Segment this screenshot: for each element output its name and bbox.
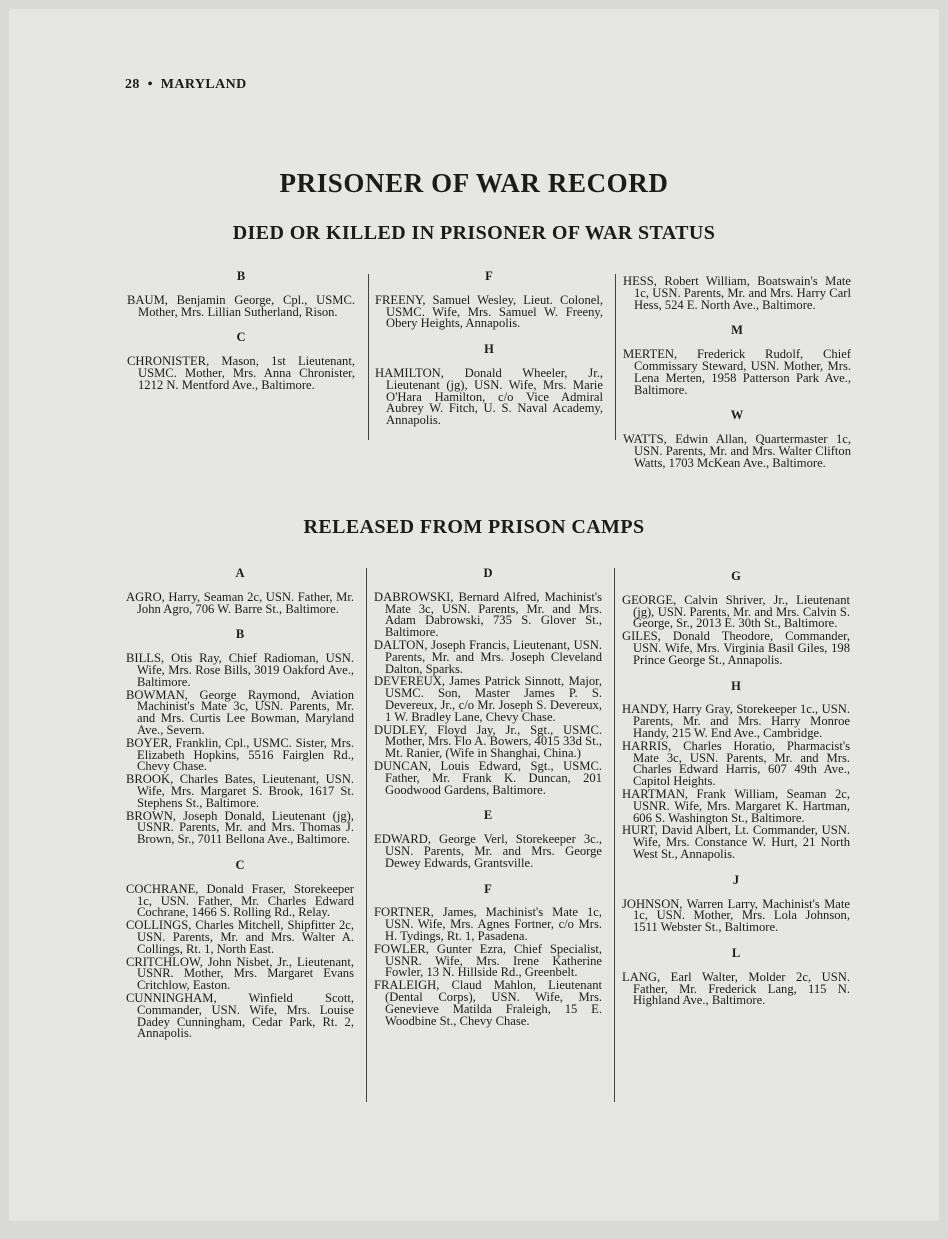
- section-letter: F: [485, 269, 493, 283]
- record-entry: FREENY, Samuel Wesley, Lieut. Colonel, USMC. Wife, Mrs. Samuel W. Freeny, Obery Heights, Annapolis.: [375, 292, 603, 331]
- record-entry: WATTS, Edwin Allan, Quartermaster 1c, USN. Parents, Mr. and Mrs. Walter Clifton Watts, 1703 McKean Ave., Baltimore.: [623, 432, 851, 470]
- record-entry: HARTMAN, Frank William, Seaman 2c, USNR. Wife, Mrs. Margaret K. Hartman, 606 S. Washington St., Baltimore.: [622, 786, 850, 825]
- record-entry: COLLINGS, Charles Mitchell, Shipfitter 2c, USN. Parents, Mr. and Mrs. Walter A. Collings, Rt. 1, North East.: [126, 918, 354, 956]
- state-name: MARYLAND: [160, 77, 247, 92]
- record-entry: HESS, Robert William, Boatswain's Mate 1c, USN. Parents, Mr. and Mrs. Harry Carl Hess, 524 E. North Ave., Baltimore.: [623, 274, 851, 312]
- record-entry: DUDLEY, Floyd Jay, Jr., Sgt., USMC. Mother, Mrs. Flo A. Bowers, 4015 33d St., Mt. Ranier, (Wife in Shanghai, China.): [374, 722, 602, 761]
- record-entry: DEVEREUX, James Patrick Sinnott, Major, USMC. Son, Master James P. S. Devereux, Jr., c/o Mr. Joseph S. Devereux, 1 W. Bradley Lane, Chevy Chase.: [374, 674, 602, 724]
- released-column-2: [374, 568, 602, 1028]
- record-entry: CHRONISTER, Mason, 1st Lieutenant, USMC. Mother, Mrs. Anna Chronister, 1212 N. Mentford Ave., Baltimore.: [127, 354, 355, 392]
- released-heading: RELEASED FROM PRISON CAMPS: [303, 516, 645, 538]
- died-column-3: [623, 276, 851, 471]
- record-entry: BAUM, Benjamin George, Cpl., USMC. Mother, Mrs. Lillian Sutherland, Rison.: [127, 292, 355, 319]
- record-entry: CUNNINGHAM, Winfield Scott, Commander, USN. Wife, Mrs. Louise Dadey Cunningham, Cedar Park, Rt. 2, Annapolis.: [126, 990, 354, 1041]
- record-entry: BROOK, Charles Bates, Lieutenant, USN. Wife, Mrs. Margaret S. Brook, 1617 St. Stephens St., Baltimore.: [126, 772, 354, 810]
- section-letter: G: [731, 569, 741, 583]
- record-entry: CRITCHLOW, John Nisbet, Jr., Lieutenant, USNR. Mother, Mrs. Margaret Evans Critchlow, Easton.: [126, 954, 354, 993]
- died-heading: DIED OR KILLED IN PRISONER OF WAR STATUS: [232, 222, 716, 244]
- record-entry: FRALEIGH, Claud Mahlon, Lieutenant (Dental Corps), USN. Wife, Mrs. Genevieve Matilda Fraleigh, 15 E. Woodbine St., Chevy Chase.: [374, 978, 602, 1028]
- record-entry: HANDY, Harry Gray, Storekeeper 1c., USN. Parents, Mr. and Mrs. Harry Monroe Handy, 215 W. End Ave., Cambridge.: [622, 702, 850, 740]
- record-entry: HURT, David Albert, Lt. Commander, USN. Wife, Mrs. Constance W. Hurt, 21 North West St., Annapolis.: [622, 823, 850, 861]
- section-letter: F: [484, 881, 492, 896]
- record-entry: LANG, Earl Walter, Molder 2c, USN. Father, Mr. Frederick Lang, 115 N. Highland Ave., Baltimore.: [622, 969, 850, 1008]
- record-entry: DALTON, Joseph Francis, Lieutenant, USN. Parents, Mr. and Mrs. Joseph Cleveland Dalton, Sparks.: [374, 637, 602, 676]
- column-divider: [366, 568, 367, 1102]
- section-letter: E: [483, 808, 493, 823]
- record-entry: BOWMAN, George Raymond, Aviation Machinist's Mate 3c, USN. Parents, Mr. and Mrs. Curtis Lee Bowman, Maryland Ave., Severn.: [126, 687, 354, 737]
- section-letter: C: [236, 330, 246, 345]
- page-title: PRISONER OF WAR RECORD: [279, 168, 669, 198]
- record-entry: GEORGE, Calvin Shriver, Jr., Lieutenant (jg), USN. Parents, Mr. and Mrs. Calvin S. George, Sr., 2013 E. 30th St., Baltimore.: [622, 592, 850, 631]
- released-column-3: [622, 571, 850, 1008]
- record-entry: HARRIS, Charles Horatio, Pharmacist's Mate 3c, USN. Parents, Mr. and Mrs. Charles Edward Harris, 607 49th Ave., Capitol Heights.: [622, 738, 850, 789]
- column-divider: [614, 568, 615, 1102]
- page-number: 28: [125, 77, 140, 92]
- died-column-1: [127, 271, 355, 393]
- record-entry: BROWN, Joseph Donald, Lieutenant (jg), USNR. Parents, Mr. and Mrs. Thomas J. Brown, Sr., 7011 Bellona Ave., Baltimore.: [126, 808, 354, 847]
- record-entry: DUNCAN, Louis Edward, Sgt., USMC. Father, Mr. Frank K. Duncan, 201 Goodwood Gardens, Baltimore.: [374, 758, 602, 797]
- section-letter: H: [484, 342, 494, 357]
- column-divider: [615, 274, 616, 440]
- section-letter: D: [483, 566, 493, 580]
- record-entry: EDWARD, George Verl, Storekeeper 3c., USN. Parents, Mr. and Mrs. George Dewey Edwards, Grantsville.: [374, 832, 602, 870]
- section-letter: C: [235, 857, 245, 872]
- section-letter: A: [235, 566, 245, 580]
- record-entry: AGRO, Harry, Seaman 2c, USN. Father, Mr. John Agro, 706 W. Barre St., Baltimore.: [126, 589, 354, 616]
- section-letter: B: [236, 269, 246, 283]
- released-column-1: [126, 568, 354, 1041]
- running-head: [125, 77, 247, 93]
- bullet: •: [147, 77, 153, 92]
- section-letter: J: [732, 872, 740, 887]
- column-divider: [368, 274, 369, 440]
- record-entry: FOWLER, Gunter Ezra, Chief Specialist, USNR. Wife, Mrs. Irene Katherine Fowler, 13 N. Hillside Rd., Greenbelt.: [374, 941, 602, 980]
- record-entry: HAMILTON, Donald Wheeler, Jr., Lieutenant (jg), USN. Wife, Mrs. Marie O'Hara Hamilton, c/o Vice Admiral Aubrey W. Fitch, U. S. Naval Academy, Annapolis.: [375, 365, 603, 428]
- section-letter: B: [235, 627, 245, 642]
- record-entry: FORTNER, James, Machinist's Mate 1c, USN. Wife, Mrs. Agnes Fortner, c/o Mrs. H. Tydings, Rt. 1, Pasadena.: [374, 905, 602, 943]
- record-entry: BOYER, Franklin, Cpl., USMC. Sister, Mrs. Elizabeth Hopkins, 5516 Fairglen Rd., Chevy Chase.: [126, 735, 354, 774]
- record-entry: MERTEN, Frederick Rudolf, Chief Commissary Steward, USN. Mother, Mrs. Lena Merten, 1958 Patterson Park Ave., Baltimore.: [623, 347, 851, 397]
- record-entry: JOHNSON, Warren Larry, Machinist's Mate 1c, USN. Mother, Mrs. Lola Johnson, 1511 Webster St., Baltimore.: [622, 896, 850, 935]
- record-entry: COCHRANE, Donald Fraser, Storekeeper 1c, USN. Father, Mr. Charles Edward Cochrane, 1466 S. Rolling Rd., Relay.: [126, 881, 354, 920]
- died-column-2: [375, 271, 603, 428]
- section-letter: W: [730, 408, 744, 423]
- section-letter: L: [731, 945, 741, 960]
- record-entry: DABROWSKI, Bernard Alfred, Machinist's Mate 3c, USN. Parents, Mr. and Mrs. Adam Dabrowski, 735 S. Glover St., Baltimore.: [374, 589, 602, 640]
- section-letter: H: [731, 678, 741, 693]
- record-entry: BILLS, Otis Ray, Chief Radioman, USN. Wife, Mrs. Rose Bills, 3019 Oakford Ave., Baltimore.: [126, 651, 354, 689]
- section-letter: M: [731, 323, 743, 338]
- record-entry: GILES, Donald Theodore, Commander, USN. Wife, Mrs. Virginia Basil Giles, 198 Prince George St., Annapolis.: [622, 629, 850, 667]
